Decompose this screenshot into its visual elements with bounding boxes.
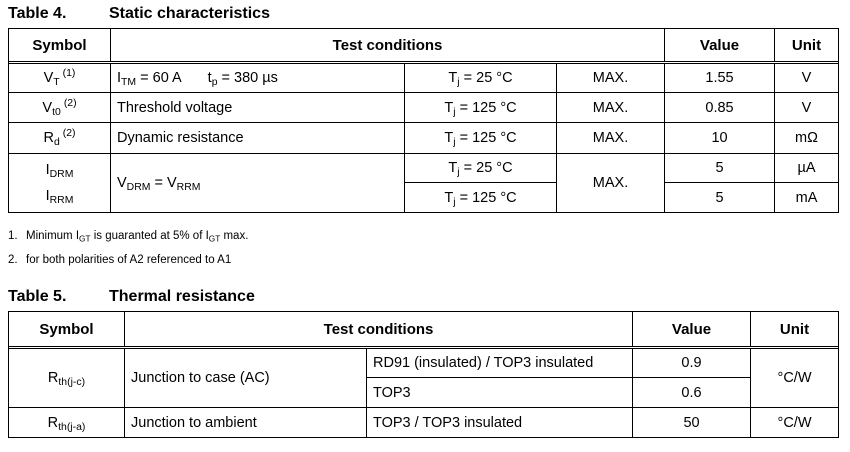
condition-cell: Junction to case (AC) [125, 348, 367, 408]
unit-cell: mA [775, 183, 839, 213]
temperature-cell: $T_j = 125$ °C [405, 93, 557, 123]
header-test-conditions: Test conditions [111, 29, 665, 63]
table5-number: Table 5. [8, 288, 67, 305]
static-characteristics-table [8, 28, 839, 213]
header-unit: Unit [751, 312, 839, 348]
header-value: Value [633, 312, 751, 348]
package-cell: TOP3 / TOP3 insulated [367, 408, 633, 438]
header-unit: Unit [775, 29, 839, 63]
unit-cell: V [775, 93, 839, 123]
value-cell: 0.6 [633, 378, 751, 408]
value-cell: 50 [633, 408, 751, 438]
value-cell: 0.9 [633, 348, 751, 378]
symbol-cell: $V_T^{(1)}$ [9, 63, 111, 93]
header-symbol: Symbol [9, 312, 125, 348]
table-row [9, 408, 839, 438]
symbol-cell: $R_{th(j-a)}$ [9, 408, 125, 438]
condition-cell: $V_{DRM} = V_{RRM}$ [111, 154, 405, 213]
value-cell: 10 [665, 123, 775, 154]
value-cell: 1.55 [665, 63, 775, 93]
condition-cell: $I_{TM} = 60$ A $t_p = 380$ µs [111, 63, 405, 93]
unit-cell: µA [775, 154, 839, 183]
table5-caption [8, 288, 255, 306]
thermal-resistance-table [8, 311, 839, 438]
table-row [9, 348, 839, 378]
limit-cell: MAX. [557, 123, 665, 154]
table5-header-row [9, 312, 839, 348]
symbol-cell: $V_{t0}^{(2)}$ [9, 93, 111, 123]
value-cell: 5 [665, 154, 775, 183]
table-row [9, 63, 839, 93]
condition-cell: Junction to ambient [125, 408, 367, 438]
footnote-2: 2. for both polarities of A2 referenced to A1 [8, 254, 232, 266]
symbol-cell: $R_d^{(2)}$ [9, 123, 111, 154]
limit-cell: MAX. [557, 93, 665, 123]
condition-cell: Threshold voltage [111, 93, 405, 123]
table4-number: Table 4. [8, 5, 67, 22]
condition-cell: Dynamic resistance [111, 123, 405, 154]
footnote-1: 1. Minimum $I_{GT}$ is guaranted at 5% of $I_{GT}$ max. [8, 230, 249, 244]
table-row [9, 123, 839, 154]
temperature-cell: $T_j = 125$ °C [405, 123, 557, 154]
package-cell: RD91 (insulated) / TOP3 insulated [367, 348, 633, 378]
header-test-conditions: Test conditions [125, 312, 633, 348]
temperature-cell: $T_j = 125$ °C [405, 183, 557, 213]
limit-cell: MAX. [557, 154, 665, 213]
unit-cell: °C/W [751, 408, 839, 438]
table5-title: Thermal resistance [109, 288, 255, 305]
unit-cell: V [775, 63, 839, 93]
temperature-cell: $T_j = 25$ °C [405, 63, 557, 93]
temperature-cell: $T_j = 25$ °C [405, 154, 557, 183]
table4-header-row [9, 29, 839, 63]
value-cell: 0.85 [665, 93, 775, 123]
symbol-cell: $I_{DRM}$ $I_{RRM}$ [9, 154, 111, 213]
value-cell: 5 [665, 183, 775, 213]
limit-cell: MAX. [557, 63, 665, 93]
header-symbol: Symbol [9, 29, 111, 63]
symbol-cell: $R_{th(j-c)}$ [9, 348, 125, 408]
table4-title: Static characteristics [109, 5, 270, 22]
table4-caption [8, 5, 270, 23]
header-value: Value [665, 29, 775, 63]
unit-cell: mΩ [775, 123, 839, 154]
table-row [9, 93, 839, 123]
unit-cell: °C/W [751, 348, 839, 408]
package-cell: TOP3 [367, 378, 633, 408]
table-row [9, 154, 839, 183]
